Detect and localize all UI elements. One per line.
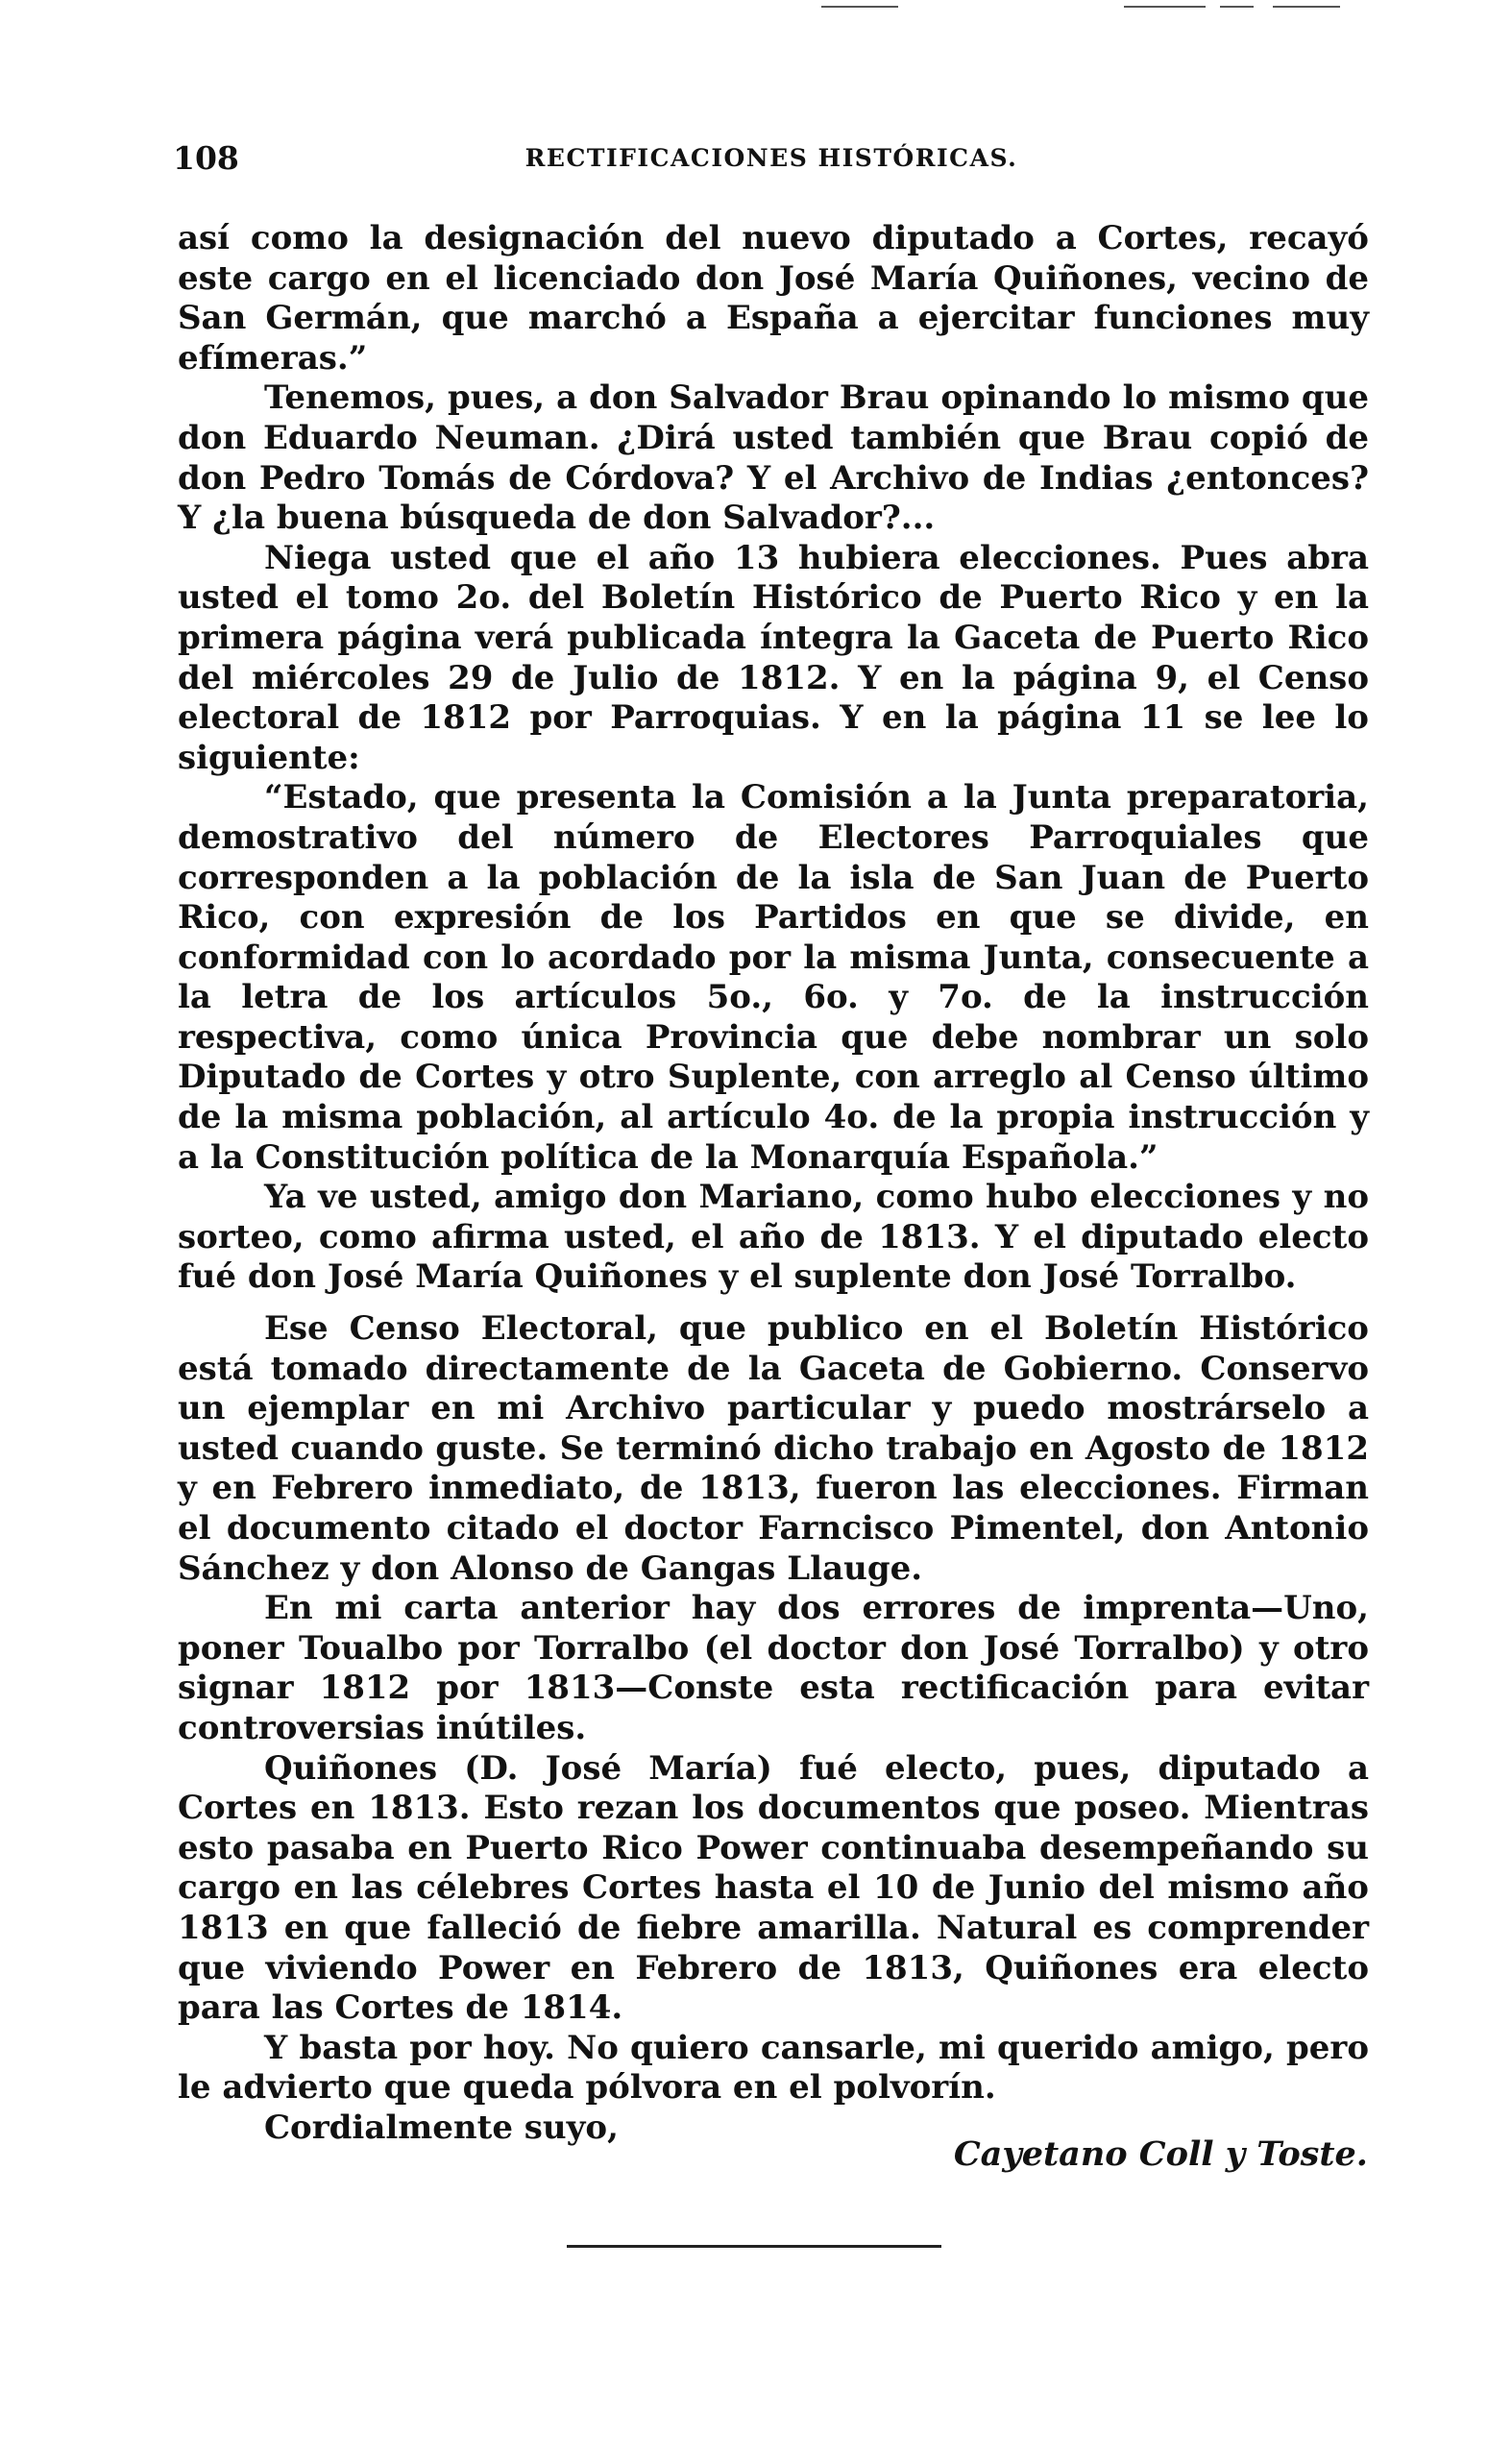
paragraph: Quiñones (D. José María) fué electo, pues, diputado a Cortes en 1813. Esto rezan los documentos que poseo. Mientras esto pasaba en Puerto Rico Power continuaba desempeñando su cargo en las célebres Cortes hasta el 10 de Junio del mismo año 1813 en que falleció de fiebre amarilla. Natural es comprender que viviendo Power en Febrero de 1813, Quiñones era electo para las Cortes de 1814. [178,1748,1369,2028]
paragraph: Ese Censo Electoral, que publico en el Boletín Histórico está tomado directamente de la Gaceta de Gobierno. Conservo un ejemplar en mi Archivo particular y puedo mostrárselo a usted cuando guste. Se terminó dicho trabajo en Agosto de 1812 y en Febrero inmediato, de 1813, fueron las elecciones. Firman el documento citado el doctor Farncisco Pimentel, don Antonio Sánchez y don Alonso de Gangas Llauge. [178,1309,1369,1588]
top-edge-rule [1273,6,1340,8]
paragraph: “Estado, que presenta la Comisión a la Junta preparatoria, demostrativo del número de Electores Parroquiales que corresponden a la población de la isla de San Juan de Puerto Rico, con expresión de los Partidos en que se divide, en conformidad con lo acordado por la misma Junta, consecuente a la letra de los artículos 5o., 6o. y 7o. de la instrucción respectiva, como única Provincia que debe nombrar un solo Diputado de Cortes y otro Suplente, con arreglo al Censo último de la misma población, al artículo 4o. de la propia instrucción y a la Constitución política de la Monarquía Española.” [178,778,1369,1177]
top-edge-rule [1124,6,1206,8]
paragraph: Tenemos, pues, a don Salvador Brau opinando lo mismo que don Eduardo Neuman. ¿Dirá usted también que Brau copió de don Pedro Tomás de Córdova? Y el Archivo de Indias ¿entonces? Y ¿la buena búsqueda de don Salvador?... [178,378,1369,538]
paragraph: Y basta por hoy. No quiero cansarle, mi querido amigo, pero le advierto que queda pólvora en el polvorín. [178,2028,1369,2108]
top-edge-rule [821,6,898,8]
top-edge-rule [1220,6,1254,8]
paragraph: así como la designación del nuevo diputado a Cortes, recayó este cargo en el licenciado don José María Quiñones, vecino de San Germán, que marchó a España a ejercitar funciones muy efímeras.” [178,219,1369,378]
page-number: 108 [173,139,239,177]
body-text [178,219,1369,2149]
paragraph: En mi carta anterior hay dos errores de imprenta—Uno, poner Toualbo por Torralbo (el doctor don José Torralbo) y otro signar 1812 por 1813—Conste esta rectificación para evitar controversias inútiles. [178,1589,1369,1747]
closing: Cordialmente suyo, [264,2108,619,2147]
running-title: RECTIFICACIONES HISTÓRICAS. [524,144,1018,172]
page-header [173,139,1370,187]
paragraph: Niega usted que el año 13 hubiera elecciones. Pues abra usted el tomo 2o. del Boletín Histórico de Puerto Rico y en la primera página verá publicada íntegra la Gaceta de Puerto Rico del miércoles 29 de Julio de 1812. Y en la página 9, el Censo electoral de 1812 por Parroquias. Y en la página 11 se lee lo siguiente: [178,538,1369,777]
signature: Cayetano Coll y Toste. [953,2134,1368,2174]
end-rule [567,2245,941,2248]
paragraph: Ya ve usted, amigo don Mariano, como hubo elecciones y no sorteo, como afirma usted, el año de 1813. Y el diputado electo fué don José María Quiñones y el suplente don José Torralbo. [178,1178,1369,1297]
